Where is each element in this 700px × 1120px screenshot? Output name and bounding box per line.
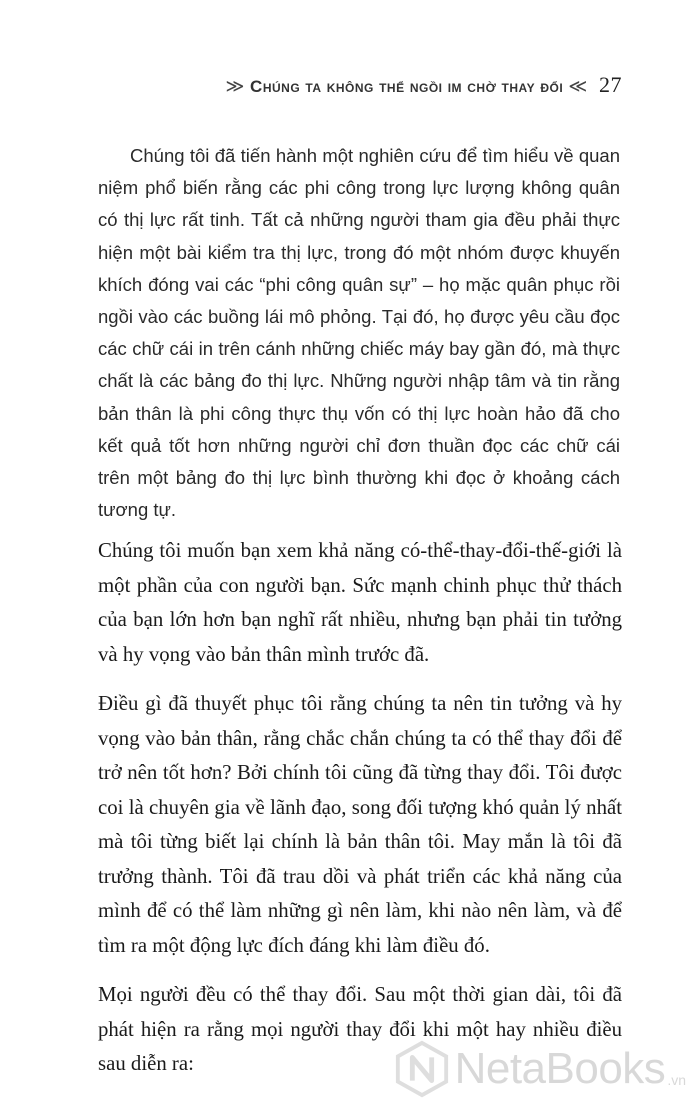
watermark-text: NetaBooks <box>454 1044 666 1093</box>
body-text <box>98 534 622 1097</box>
netabooks-logo-icon <box>393 1040 451 1098</box>
publisher-watermark <box>393 1040 686 1098</box>
body-paragraph: Chúng tôi muốn bạn xem khả năng có-thể-thay-đổi-thế-giới là một phần của con người bạn. Sức mạnh chinh phục thử thách của bạn lớn hơn bạn nghĩ rất nhiều, nhưng bạn phải tin tưởng và hy vọng vào bản thân mình trước đã. <box>98 539 622 666</box>
header-marker-left: ≫ <box>225 76 245 96</box>
watermark-suffix: .vn <box>667 1072 686 1088</box>
study-excerpt-block <box>98 140 620 526</box>
header-marker-right: ≪ <box>568 76 588 96</box>
page-number: 27 <box>599 72 622 97</box>
chapter-title: Chúng ta không thể ngồi im chờ thay đổi <box>250 77 564 96</box>
body-paragraph: Điều gì đã thuyết phục tôi rằng chúng ta nên tin tưởng và hy vọng vào bản thân, rằng chắc chắn chúng ta có thể thay đổi để trở nên tốt hơn? Bởi chính tôi cũng đã từng thay đổi. Tôi được coi là chuyên gia về lãnh đạo, song đối tượng khó quản lý nhất mà tôi từng biết lại chính là bản thân tôi. May mắn là tôi đã trưởng thành. Tôi đã trau dồi và phát triển các khả năng của mình để có thể làm những gì nên làm, khi nào nên làm, và để tìm ra một động lực đích đáng khi làm điều đó. <box>98 692 622 957</box>
body-paragraph: Mọi người đều có thể thay đổi. Sau một thời gian dài, tôi đã phát hiện ra rằng mọi người thay đổi khi một hay nhiều điều sau diễn ra: <box>98 983 622 1075</box>
excerpt-paragraph: Chúng tôi đã tiến hành một nghiên cứu để tìm hiểu về quan niệm phổ biến rằng các phi công trong lực lượng không quân có thị lực rất tinh. Tất cả những người tham gia đều phải thực hiện một bài kiểm tra thị lực, trong đó một nhóm được khuyến khích đóng vai các “phi công quân sự” – họ mặc quân phục rồi ngồi vào các buồng lái mô phỏng. Tại đó, họ được yêu cầu đọc các chữ cái in trên cánh những chiếc máy bay gần đó, mà thực chất là các bảng đo thị lực. Những người nhập tâm và tin rằng bản thân là phi công thực thụ vốn có thị lực hoàn hảo đã cho kết quả tốt hơn những người chỉ đơn thuần đọc các chữ cái trên một bảng đo thị lực bình thường khi đọc ở khoảng cách tương tự. <box>98 145 620 521</box>
running-header <box>100 72 622 98</box>
